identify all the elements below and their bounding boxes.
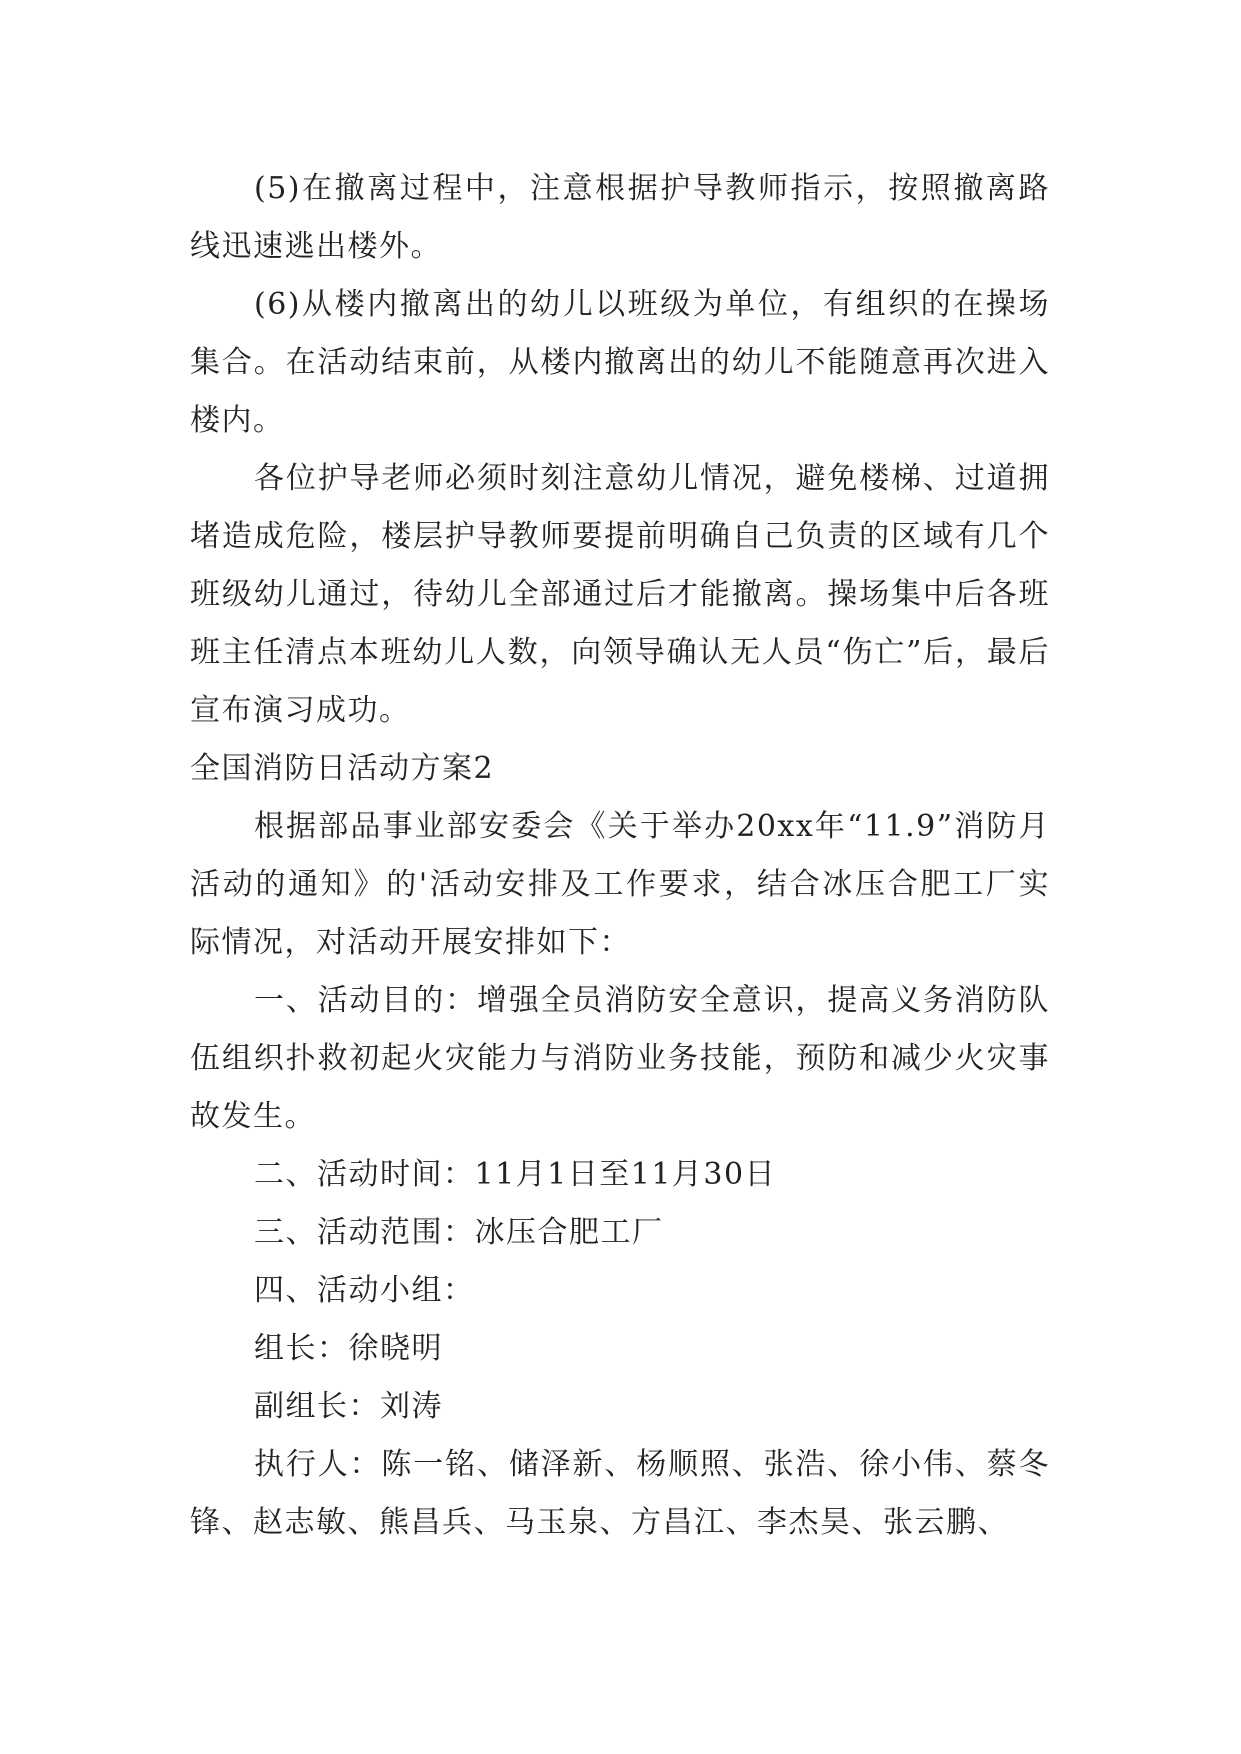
paragraph-leader: 组长：徐晓明 bbox=[254, 1331, 443, 1366]
paragraph-teacher-duties: 各位护导老师必须时刻注意幼儿情况，避免楼梯、过道拥堵造成危险，楼层护导教师要提前明确自己负责的区域有几个班级幼儿通过，待幼儿全部通过后才能撤离。操场集中后各班班主任清点本班幼儿人数，向领导确认无人员“伤亡”后，最后宣布演习成功。 bbox=[190, 461, 1050, 728]
paragraph-scope: 三、活动范围：冰压合肥工厂 bbox=[254, 1215, 664, 1250]
paragraph-executors: 执行人：陈一铭、储泽新、杨顺照、张浩、徐小伟、蔡冬锋、赵志敏、熊昌兵、马玉泉、方昌江、李杰昊、张云鹏、 bbox=[190, 1447, 1050, 1540]
document-page bbox=[190, 160, 1050, 1552]
paragraph-deputy-leader: 副组长：刘涛 bbox=[254, 1389, 443, 1424]
paragraph-evacuation-step-6: (6)从楼内撤离出的幼儿以班级为单位，有组织的在操场集合。在活动结束前，从楼内撤离出的幼儿不能随意再次进入楼内。 bbox=[190, 287, 1050, 438]
paragraph-intro: 根据部品事业部安委会《关于举办20xx年“11.9”消防月活动的通知》的'活动安排及工作要求，结合冰压合肥工厂实际情况，对活动开展安排如下： bbox=[190, 809, 1050, 960]
paragraph-group: 四、活动小组： bbox=[254, 1273, 475, 1308]
section-heading: 全国消防日活动方案2 bbox=[190, 751, 495, 786]
paragraph-time: 二、活动时间：11月1日至11月30日 bbox=[254, 1157, 777, 1192]
paragraph-purpose: 一、活动目的：增强全员消防安全意识，提高义务消防队伍组织扑救初起火灾能力与消防业务技能，预防和减少火灾事故发生。 bbox=[190, 983, 1050, 1134]
paragraph-evacuation-step-5: (5)在撤离过程中，注意根据护导教师指示，按照撤离路线迅速逃出楼外。 bbox=[190, 171, 1050, 264]
